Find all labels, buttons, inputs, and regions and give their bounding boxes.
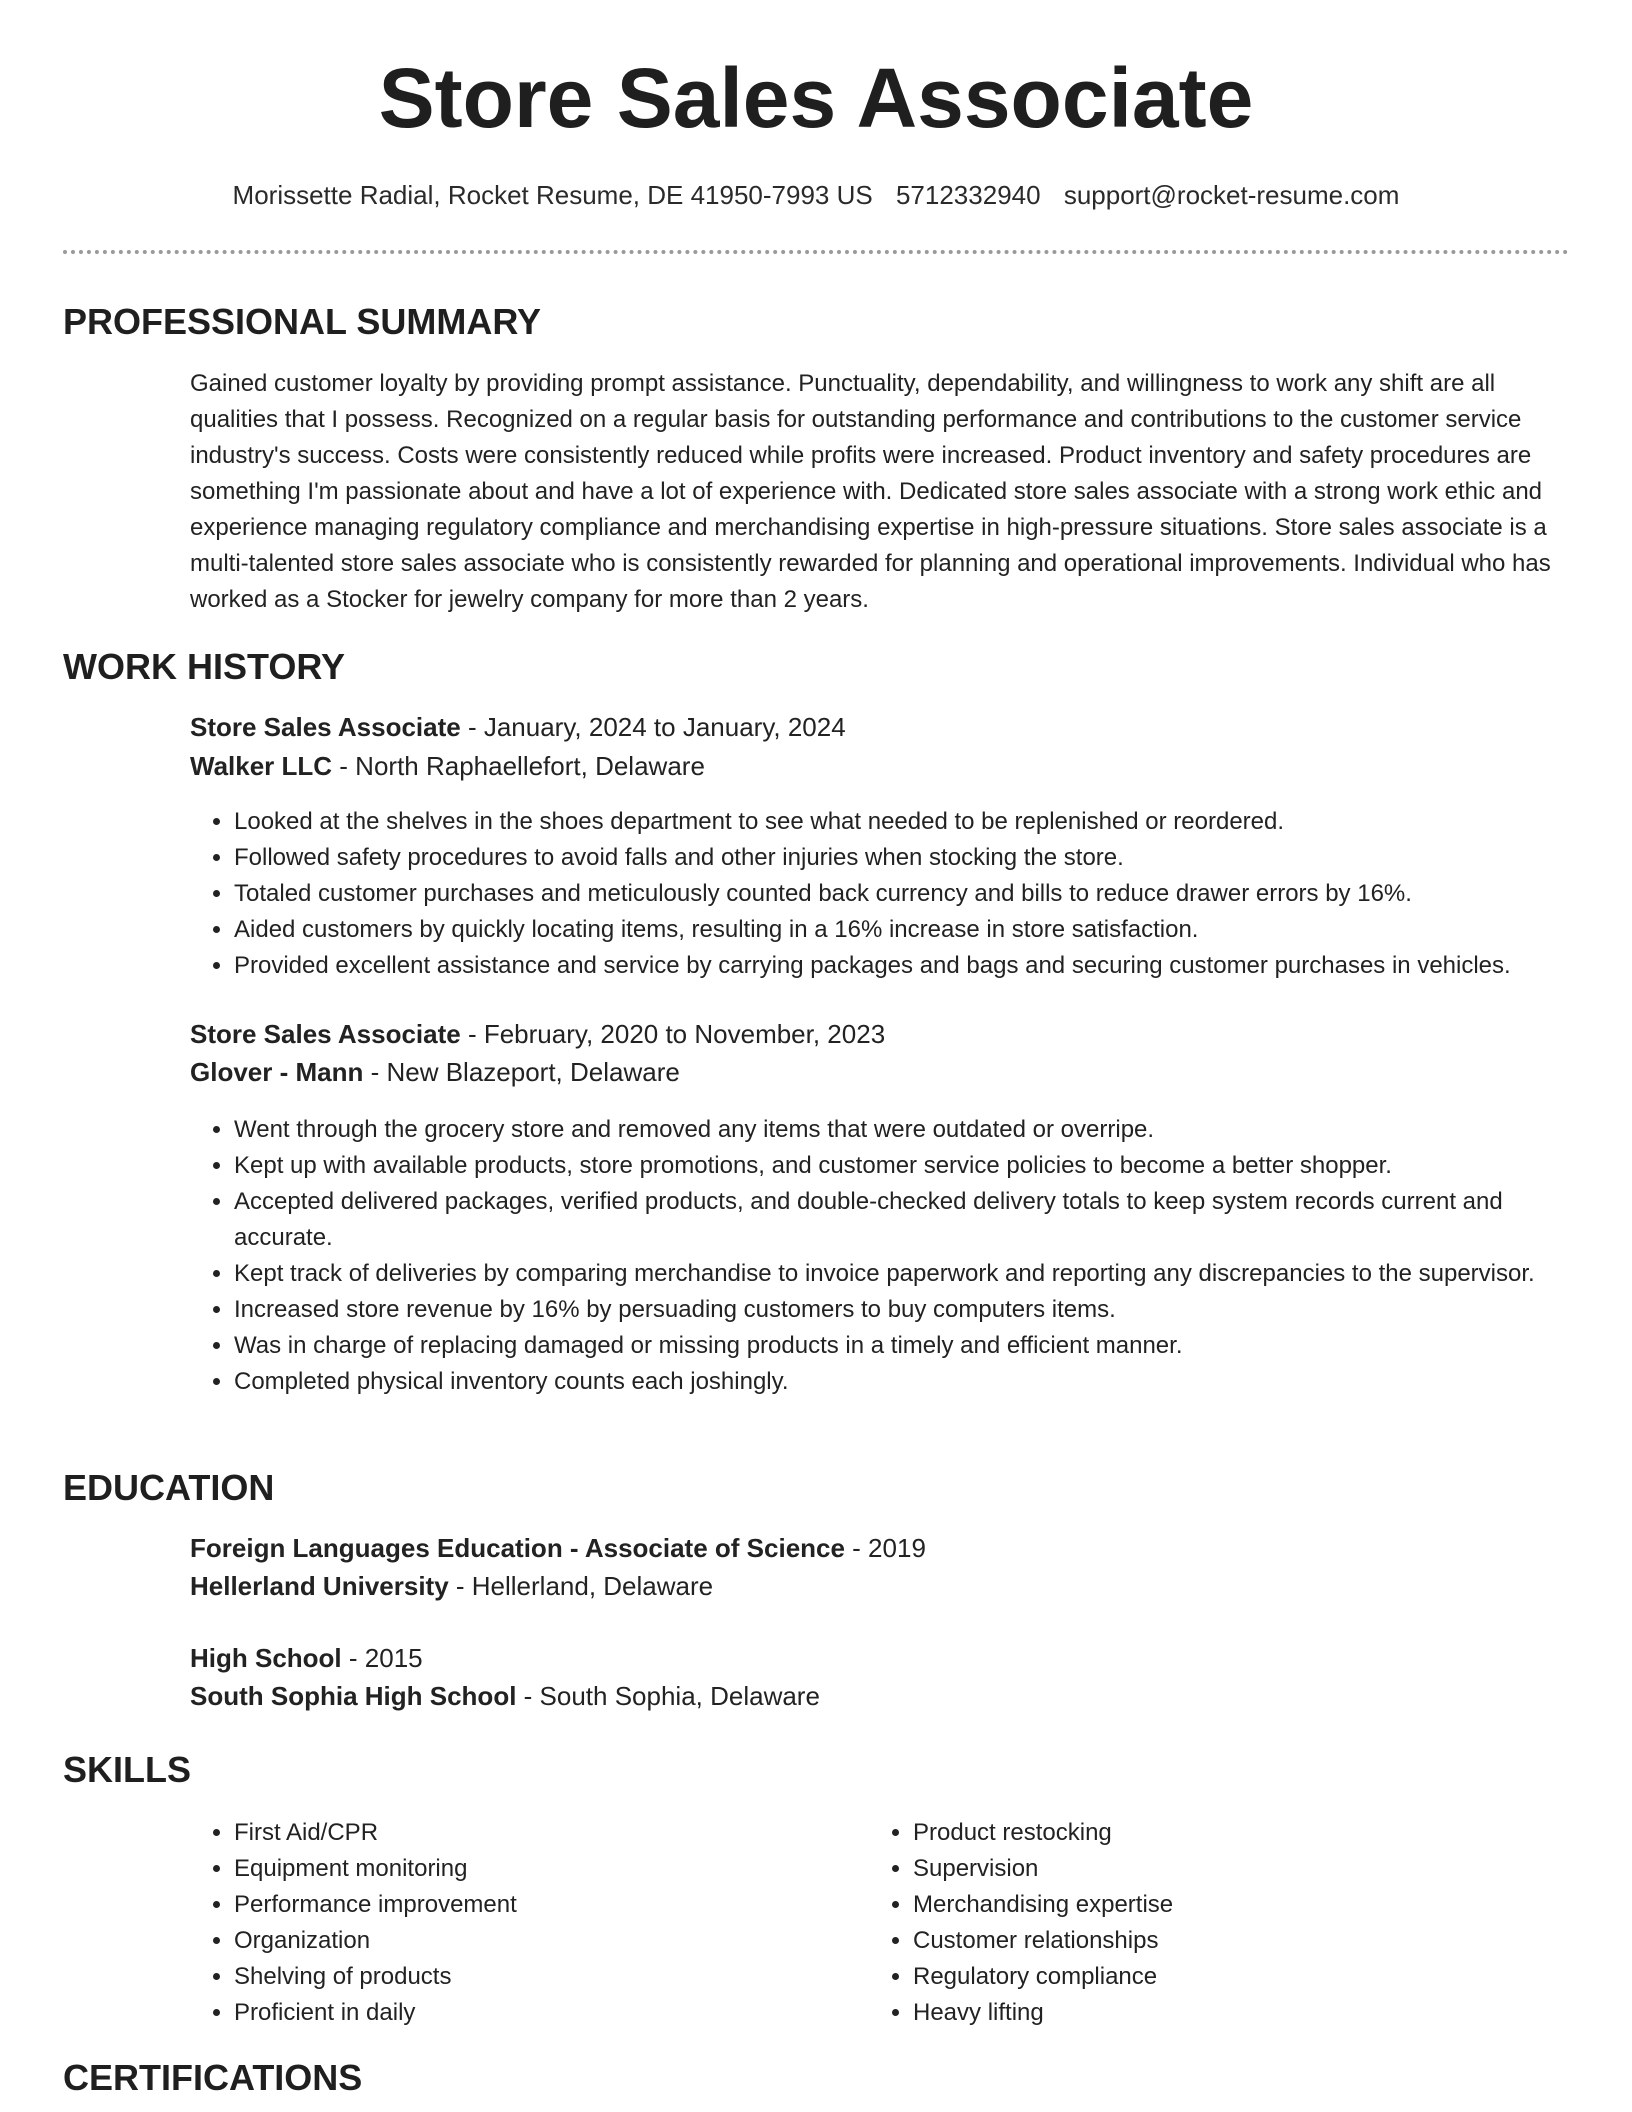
resume-title: Store Sales Associate bbox=[378, 51, 1254, 145]
contact-email: support@rocket-resume.com bbox=[1063, 180, 1400, 210]
list-item: • Was in charge of replacing damaged or missing products in a timely and efficient manner. bbox=[234, 1328, 1570, 1364]
list-item: • First Aid/CPR bbox=[234, 1815, 790, 1851]
work-history-heading: WORK HISTORY bbox=[63, 646, 346, 687]
list-item: • Performance improvement bbox=[234, 1887, 790, 1923]
education-1-year: - 2019 bbox=[844, 1533, 926, 1563]
contact-line bbox=[0, 180, 1632, 211]
list-item: • Totaled customer purchases and meticulously counted back currency and bills to reduce drawer errors by 16%. bbox=[234, 876, 1570, 912]
education-1-degree-line bbox=[190, 1533, 926, 1564]
education-1-school: Hellerland University bbox=[190, 1571, 449, 1601]
education-2-year: - 2015 bbox=[341, 1643, 423, 1673]
job-1-location: - North Raphaellefort, Delaware bbox=[332, 751, 705, 781]
education-2-degree: High School bbox=[190, 1643, 342, 1673]
summary-heading: PROFESSIONAL SUMMARY bbox=[63, 301, 542, 342]
list-item: • Regulatory compliance bbox=[913, 1959, 1469, 1995]
education-1-location: - Hellerland, Delaware bbox=[448, 1571, 714, 1601]
job-1-company: Walker LLC bbox=[190, 751, 333, 781]
list-item: • Customer relationships bbox=[913, 1923, 1469, 1959]
certifications-heading: CERTIFICATIONS bbox=[63, 2057, 363, 2098]
list-item: • Went through the grocery store and removed any items that were outdated or overripe. bbox=[234, 1112, 1570, 1148]
list-item: • Looked at the shelves in the shoes department to see what needed to be replenished or reordered. bbox=[234, 804, 1570, 840]
education-1-school-line bbox=[190, 1571, 713, 1602]
education-heading: EDUCATION bbox=[63, 1467, 275, 1508]
job-2-company-line bbox=[190, 1057, 680, 1088]
list-item: • Merchandising expertise bbox=[913, 1887, 1469, 1923]
job-2-title-line bbox=[190, 1019, 885, 1050]
list-item: • Aided customers by quickly locating items, resulting in a 16% increase in store satisfaction. bbox=[234, 912, 1570, 948]
list-item: • Completed physical inventory counts each joshingly. bbox=[234, 1364, 1570, 1400]
education-1-degree: Foreign Languages Education - Associate of Science bbox=[190, 1533, 845, 1563]
list-item: • Heavy lifting bbox=[913, 1995, 1469, 2031]
job-1-company-line bbox=[190, 751, 705, 782]
list-item: • Kept track of deliveries by comparing merchandise to invoice paperwork and reporting any discrepancies to the supervisor. bbox=[234, 1256, 1570, 1292]
skills-list-right bbox=[869, 1815, 1469, 2031]
list-item: • Organization bbox=[234, 1923, 790, 1959]
list-item: • Proficient in daily bbox=[234, 1995, 790, 2031]
list-item: • Provided excellent assistance and service by carrying packages and bags and securing customer purchases in vehicles. bbox=[234, 948, 1570, 984]
education-2-school: South Sophia High School bbox=[190, 1681, 517, 1711]
job-1-bullets bbox=[190, 804, 1570, 984]
skills-list-left bbox=[190, 1815, 790, 2031]
education-2-location: - South Sophia, Delaware bbox=[516, 1681, 820, 1711]
list-item: • Kept up with available products, store promotions, and customer service policies to become a better shopper. bbox=[234, 1148, 1570, 1184]
header-divider bbox=[63, 250, 1569, 254]
list-item: • Shelving of products bbox=[234, 1959, 790, 1995]
job-2-bullets bbox=[190, 1112, 1570, 1400]
list-item: • Increased store revenue by 16% by persuading customers to buy computers items. bbox=[234, 1292, 1570, 1328]
contact-address: Morissette Radial, Rocket Resume, DE 41950-7993 US bbox=[232, 180, 873, 210]
job-1-title: Store Sales Associate bbox=[190, 712, 461, 742]
list-item: • Followed safety procedures to avoid falls and other injuries when stocking the store. bbox=[234, 840, 1570, 876]
list-item: • Accepted delivered packages, verified products, and double-checked delivery totals to keep system records current and accurate. bbox=[234, 1184, 1570, 1256]
job-2-dates: - February, 2020 to November, 2023 bbox=[460, 1019, 886, 1049]
education-2-school-line bbox=[190, 1681, 820, 1712]
education-2-degree-line bbox=[190, 1643, 423, 1674]
job-2-title: Store Sales Associate bbox=[190, 1019, 461, 1049]
list-item: • Product restocking bbox=[913, 1815, 1469, 1851]
skills-heading: SKILLS bbox=[63, 1749, 192, 1790]
job-1-title-line bbox=[190, 712, 846, 743]
list-item: • Supervision bbox=[913, 1851, 1469, 1887]
job-1-dates: - January, 2024 to January, 2024 bbox=[460, 712, 846, 742]
job-2-location: - New Blazeport, Delaware bbox=[363, 1057, 680, 1087]
summary-text: Gained customer loyalty by providing prompt assistance. Punctuality, dependability, and willingness to work any shift are all qualities that I possess. Recognized on a regular basis for outstanding performance and contributions to the customer service industry's success. Costs were consistently reduced while profits were increased. Product inventory and safety procedures are something I'm passionate about and have a lot of experience with. Dedicated store sales associate with a strong work ethic and experience managing regulatory compliance and merchandising expertise in high-pressure situations. Store sales associate is a multi-talented store sales associate who is consistently rewarded for planning and operational improvements. Individual who has worked as a Stocker for jewelry company for more than 2 years. bbox=[190, 370, 1551, 613]
list-item: • Equipment monitoring bbox=[234, 1851, 790, 1887]
contact-phone: 5712332940 bbox=[895, 180, 1041, 210]
job-2-company: Glover - Mann bbox=[190, 1057, 364, 1087]
